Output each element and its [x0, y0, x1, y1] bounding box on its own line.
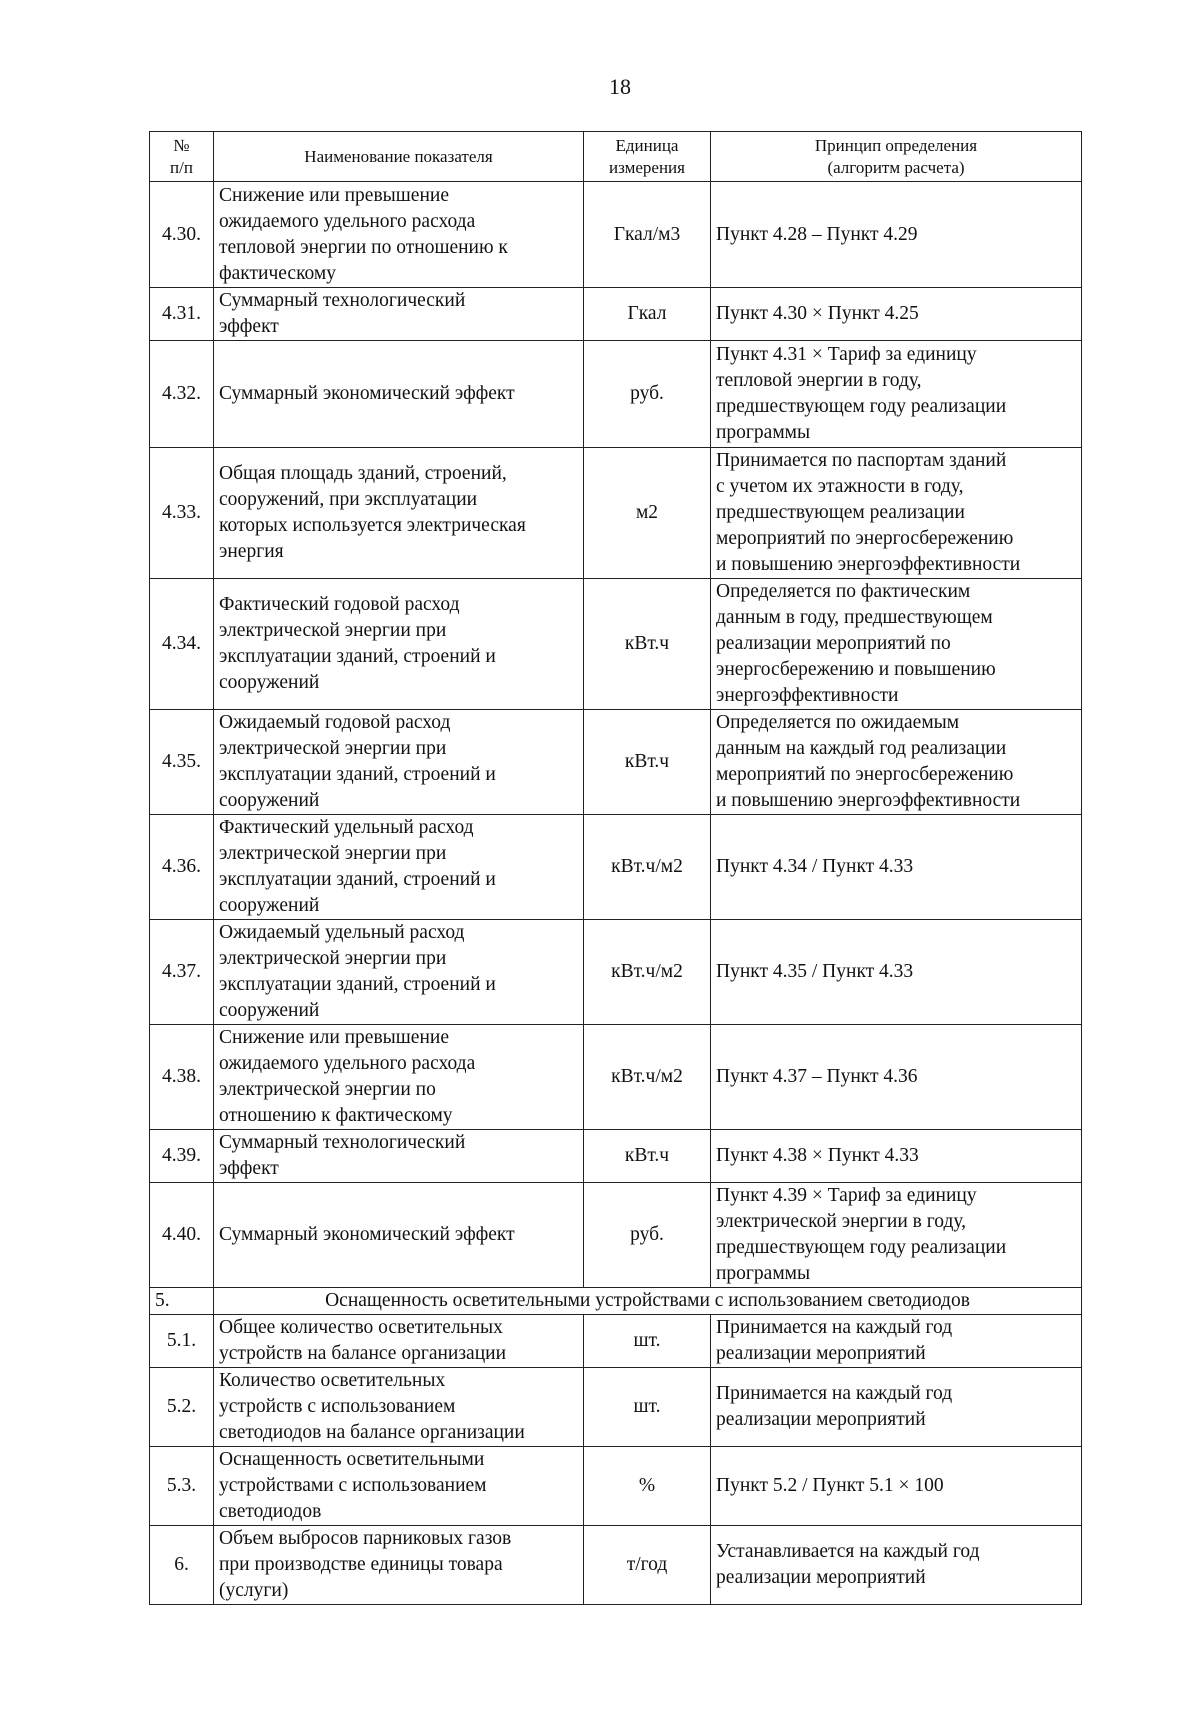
calculation-rule: Определяется по ожидаемым данным на каждый год реализации мероприятий по энергосбережению и повышению энергоэффективности: [711, 710, 1082, 815]
section-title: Оснащенность осветительными устройствами с использованием светодиодов: [214, 1288, 1082, 1315]
indicator-name: Снижение или превышение ожидаемого удельного расхода тепловой энергии по отношению к фактическому: [214, 182, 584, 288]
indicator-name: Суммарный технологический эффект: [214, 288, 584, 341]
row-number: 5.3.: [150, 1447, 214, 1526]
calculation-rule: Пункт 5.2 / Пункт 5.1 × 100: [711, 1447, 1082, 1526]
section-row: [150, 1288, 1082, 1315]
calculation-rule: Пункт 4.35 / Пункт 4.33: [711, 920, 1082, 1025]
table-row: [150, 1025, 1082, 1130]
unit-of-measure: Гкал/м3: [584, 182, 711, 288]
calculation-rule: Пункт 4.28 – Пункт 4.29: [711, 182, 1082, 288]
unit-of-measure: Гкал: [584, 288, 711, 341]
calculation-rule: Принимается по паспортам зданий с учетом их этажности в году, предшествующем реализации мероприятий по энергосбережению и повышению энергоэффективности: [711, 448, 1082, 579]
indicator-name: Суммарный экономический эффект: [214, 341, 584, 448]
unit-of-measure: шт.: [584, 1315, 711, 1368]
table-row: [150, 1526, 1082, 1605]
table-row: [150, 1447, 1082, 1526]
indicator-name: Суммарный экономический эффект: [214, 1183, 584, 1288]
row-number: 4.35.: [150, 710, 214, 815]
column-header-number: № п/п: [150, 132, 214, 182]
calculation-rule: Пункт 4.30 × Пункт 4.25: [711, 288, 1082, 341]
indicator-name: Фактический годовой расход электрической энергии при эксплуатации зданий, строений и сооружений: [214, 579, 584, 710]
unit-of-measure: т/год: [584, 1526, 711, 1605]
unit-of-measure: руб.: [584, 1183, 711, 1288]
table-row: [150, 288, 1082, 341]
table-row: [150, 920, 1082, 1025]
unit-of-measure: кВт.ч/м2: [584, 1025, 711, 1130]
indicator-name: Общее количество осветительных устройств на балансе организации: [214, 1315, 584, 1368]
calculation-rule: Пункт 4.31 × Тариф за единицу тепловой энергии в году, предшествующем году реализации программы: [711, 341, 1082, 448]
column-header-rule: Принцип определения (алгоритм расчета): [711, 132, 1082, 182]
unit-of-measure: шт.: [584, 1368, 711, 1447]
indicator-name: Оснащенность осветительными устройствами с использованием светодиодов: [214, 1447, 584, 1526]
unit-of-measure: руб.: [584, 341, 711, 448]
row-number: 4.30.: [150, 182, 214, 288]
row-number: 5.2.: [150, 1368, 214, 1447]
calculation-rule: Пункт 4.37 – Пункт 4.36: [711, 1025, 1082, 1130]
indicator-name: Ожидаемый годовой расход электрической энергии при эксплуатации зданий, строений и сооружений: [214, 710, 584, 815]
table-row: [150, 1183, 1082, 1288]
calculation-rule: Пункт 4.38 × Пункт 4.33: [711, 1130, 1082, 1183]
section-number: 5.: [150, 1288, 214, 1315]
table-row: [150, 815, 1082, 920]
indicator-name: Фактический удельный расход электрической энергии при эксплуатации зданий, строений и сооружений: [214, 815, 584, 920]
calculation-rule: Принимается на каждый год реализации мероприятий: [711, 1368, 1082, 1447]
unit-of-measure: кВт.ч/м2: [584, 815, 711, 920]
calculation-rule: Определяется по фактическим данным в году, предшествующем реализации мероприятий по энергосбережению и повышению энергоэффективности: [711, 579, 1082, 710]
row-number: 6.: [150, 1526, 214, 1605]
row-number: 4.33.: [150, 448, 214, 579]
calculation-rule: Пункт 4.39 × Тариф за единицу электрической энергии в году, предшествующем году реализации программы: [711, 1183, 1082, 1288]
table-row: [150, 579, 1082, 710]
calculation-rule: Устанавливается на каждый год реализации мероприятий: [711, 1526, 1082, 1605]
row-number: 4.37.: [150, 920, 214, 1025]
table-row: [150, 1368, 1082, 1447]
indicator-name: Ожидаемый удельный расход электрической энергии при эксплуатации зданий, строений и сооружений: [214, 920, 584, 1025]
indicator-name: Общая площадь зданий, строений, сооружений, при эксплуатации которых используется электрическая энергия: [214, 448, 584, 579]
table-body: [150, 182, 1082, 1605]
row-number: 4.34.: [150, 579, 214, 710]
indicator-name: Суммарный технологический эффект: [214, 1130, 584, 1183]
indicator-name: Объем выбросов парниковых газов при производстве единицы товара (услуги): [214, 1526, 584, 1605]
row-number: 5.1.: [150, 1315, 214, 1368]
column-header-name: Наименование показателя: [214, 132, 584, 182]
table-row: [150, 341, 1082, 448]
table-row: [150, 710, 1082, 815]
row-number: 4.32.: [150, 341, 214, 448]
unit-of-measure: кВт.ч: [584, 579, 711, 710]
indicator-name: Снижение или превышение ожидаемого удельного расхода электрической энергии по отношению к фактическому: [214, 1025, 584, 1130]
unit-of-measure: кВт.ч/м2: [584, 920, 711, 1025]
column-header-unit: Единица измерения: [584, 132, 711, 182]
indicators-table: [149, 131, 1082, 1605]
row-number: 4.36.: [150, 815, 214, 920]
unit-of-measure: м2: [584, 448, 711, 579]
row-number: 4.39.: [150, 1130, 214, 1183]
table-header-row: [150, 132, 1082, 182]
row-number: 4.40.: [150, 1183, 214, 1288]
calculation-rule: Пункт 4.34 / Пункт 4.33: [711, 815, 1082, 920]
indicator-name: Количество осветительных устройств с использованием светодиодов на балансе организации: [214, 1368, 584, 1447]
table-row: [150, 1315, 1082, 1368]
unit-of-measure: кВт.ч: [584, 1130, 711, 1183]
row-number: 4.31.: [150, 288, 214, 341]
table-row: [150, 182, 1082, 288]
calculation-rule: Принимается на каждый год реализации мероприятий: [711, 1315, 1082, 1368]
unit-of-measure: кВт.ч: [584, 710, 711, 815]
row-number: 4.38.: [150, 1025, 214, 1130]
table-row: [150, 448, 1082, 579]
table-row: [150, 1130, 1082, 1183]
unit-of-measure: %: [584, 1447, 711, 1526]
page-number: 18: [609, 74, 631, 99]
